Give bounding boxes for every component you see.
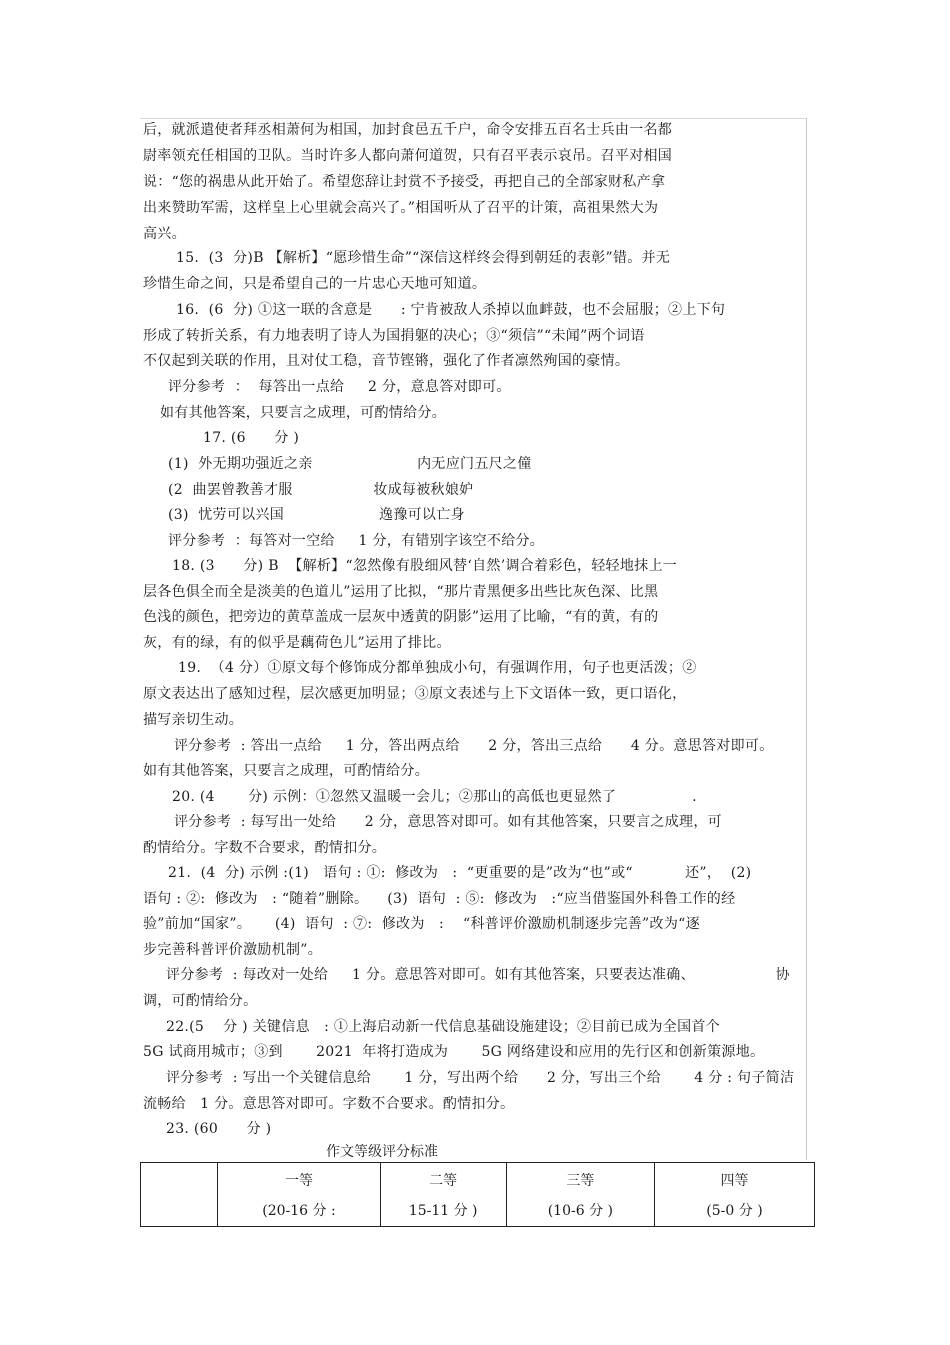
text-line: 高兴。: [143, 226, 186, 242]
text-line: 描写亲切生动。: [143, 712, 244, 728]
text-line: 步完善科普评价激励机制”。: [143, 942, 323, 958]
grade-cell-1: [218, 1163, 380, 1227]
grade-score: (5-0 分 ): [706, 1202, 763, 1219]
answer-16: 16. (6 分) ①这一联的含意是 : 宁肯被敌人杀掉以血衅鼓，也不会屈服；②上下句: [176, 302, 726, 318]
answer-22: 22.(5 分 ) 关键信息 : ①上海启动新一代信息基础设施建设；②目前已成为全国首个: [166, 1019, 721, 1035]
scoring-note: 评分参考 : 每改对一处给 1 分。意思答对即可。如有其他答案，只要表达准确、 协: [166, 967, 790, 983]
text-line: 如有其他答案，只要言之成理，可酌情给分。: [143, 763, 429, 779]
answer-23: 23. (60 分 ): [166, 1121, 272, 1137]
text-line: 不仅起到关联的作用，且对仗工稳，音节铿锵，强化了作者凛然殉国的豪情。: [143, 353, 630, 369]
grade-score: (10-6 分 ): [547, 1202, 613, 1219]
text-line: (1) 外无期功强近之亲 内无应门五尺之僮: [168, 456, 532, 472]
text-line: (2 曲罢曾教善才服 妆成每被秋娘妒: [168, 482, 474, 498]
grade-score: (20-16 分 :: [262, 1202, 336, 1219]
text-line: 色浅的颜色，把旁边的黄草盖成一层灰中透黄的阴影”运用了比喻，“有的黄，有的: [143, 609, 659, 625]
scoring-note: 评分参考 : 写出一个关键信息给 1 分，写出两个给 2 分，写出三个给 4 分 : 句子简洁: [166, 1070, 795, 1086]
text-line: 说：“您的祸患从此开始了。希望您辞让封赏不予接受，再把自己的全部家财私产拿: [143, 174, 666, 190]
text-line: 尉率领充任相国的卫队。当时许多人都向萧何道贺，只有召平表示哀吊。召平对相国: [143, 148, 673, 164]
text-line: 5G 试商用城市；③到 2021 年将打造成为 5G 网络建设和应用的先行区和创新策源地。: [143, 1044, 765, 1060]
text-line: 形成了转折关系，有力地表明了诗人为国捐躯的决心；③“须信”“未闻”两个词语: [143, 328, 645, 344]
grade-cell-3: [506, 1163, 654, 1227]
text-line: 验”前加“国家”。 (4) 语句 : ⑦: 修改为 : “科普评价激励机制逐步完善”改为“逐: [143, 916, 700, 932]
table-row: [141, 1163, 815, 1227]
answer-20: 20. (4 分) 示例：①忽然又温暖一会儿；②那山的高低也更显然了 .: [172, 789, 697, 805]
scoring-note: 评分参考 ：每答对一空给 1 分，有错别字该空不给分。: [168, 533, 545, 549]
text-line: 原文表达出了感知过程，层次感更加明显；③原文表述与上下文语体一致，更口语化，: [143, 686, 687, 702]
page-border-top: [140, 118, 807, 119]
page-border-right: [806, 118, 807, 1160]
text-line: 珍惜生命之间，只是希望自己的一片忠心天地可知道。: [143, 276, 487, 292]
text-line: 如有其他答案，只要言之成理，可酌情给分。: [160, 405, 446, 421]
text-line: 出来赞助军需，这样皇上心里就会高兴了。”相国听从了召平的计策，高祖果然大为: [143, 200, 659, 216]
answer-17: 17. (6 分 ): [203, 430, 300, 446]
grade-name: 四等: [720, 1172, 749, 1189]
grade-name: 二等: [429, 1172, 458, 1189]
answer-19: 19. （4 分）①原文每个修饰成分都单独成小句，有强调作用，句子也更活泼；②: [178, 660, 697, 676]
text-line: 酌情给分。字数不合要求，酌情扣分。: [143, 840, 387, 856]
table-corner-cell: [141, 1163, 218, 1227]
scoring-note: 评分参考 : 每写出一处给 2 分，意思答对即可。如有其他答案，只要言之成理，可: [174, 814, 722, 830]
grade-score: 15-11 分 ): [408, 1202, 478, 1219]
scoring-note: 评分参考 : 答出一点给 1 分，答出两点给 2 分，答出三点给 4 分。意思答对即可。: [174, 738, 774, 754]
answer-18: 18. (3 分) B 【解析】“忽然像有股细风替‘自然’调合着彩色，轻轻地抹上一: [172, 558, 678, 574]
grade-cell-2: [380, 1163, 506, 1227]
text-line: 层各色俱全而全是淡美的色道儿”运用了比拟，“那片青黑便多出些比灰色深、比黑: [143, 584, 659, 600]
grade-name: 一等: [284, 1172, 313, 1189]
text-line: 语句 : ②: 修改为 : “随着”删除。 (3) 语句 : ⑤: 修改为 :“应当借鉴国外科鲁工作的经: [143, 891, 736, 907]
text-line: 后，就派遣使者拜丞相萧何为相国，加封食邑五千户，命令安排五百名士兵由一名都: [143, 122, 673, 138]
text-line: (3) 忧劳可以兴国 逸豫可以亡身: [168, 507, 465, 523]
grade-cell-4: [654, 1163, 814, 1227]
text-line: 灰，有的绿，有的似乎是藕荷色儿”运用了排比。: [143, 635, 451, 651]
answer-21: 21. (4 分) 示例 :(1) 语句 : ①: 修改为 : “更重要的是”改为“也”或“ 还”， (2): [168, 865, 752, 881]
answer-15: 15. (3 分)B 【解析】“愿珍惜生命”“深信这样终会得到朝廷的表彰”错。并无: [176, 250, 671, 266]
text-line: 流畅给 1 分。意思答对即可。字数不合要求。酌情扣分。: [143, 1096, 515, 1112]
grade-name: 三等: [566, 1172, 595, 1189]
scoring-note: 评分参考 ： 每答出一点给 2 分，意息答对即可。: [168, 379, 511, 395]
grading-standard-table: [140, 1162, 815, 1227]
text-line: 调，可酌情给分。: [143, 993, 258, 1009]
table-caption: 作文等级评分标准: [326, 1144, 438, 1160]
